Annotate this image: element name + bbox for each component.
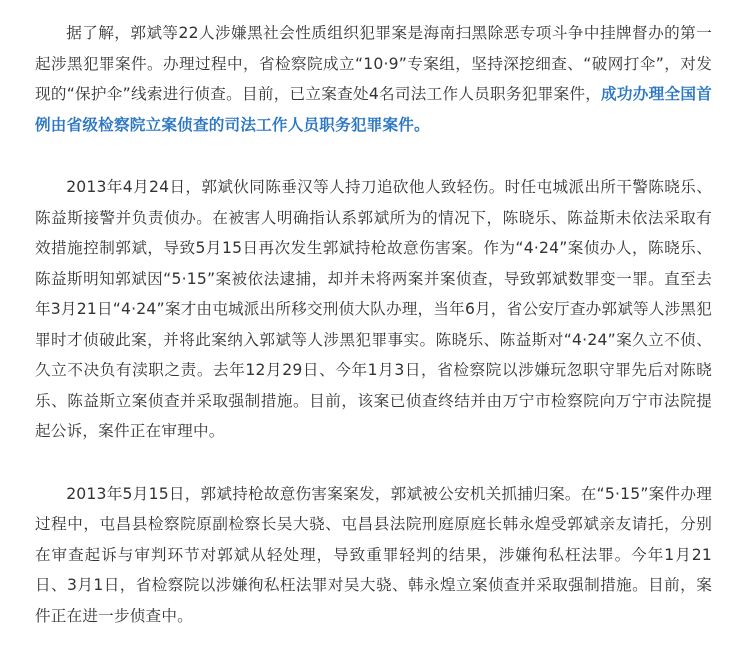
- highlighted-statement: 成功办理全国首例由省级检察院立案侦查的司法工作人员职务犯罪案件。: [35, 85, 712, 134]
- paragraph-1: [35, 18, 712, 140]
- paragraph-2-text: 2013年4月24日，郭斌伙同陈垂汉等人持刀追砍他人致轻伤。时任屯城派出所干警陈晓乐、陈益斯接警并负责侦办。在被害人明确指认系郭斌所为的情况下，陈晓乐、陈益斯未依法采取有效措施控制郭斌，导致5月15日再次发生郭斌持枪故意伤害案。作为“4·24”案侦办人，陈晓乐、陈益斯明知郭斌因“5·15”案被依法逮捕，却并未将两案并案侦查，导致郭斌数罪变一罪。直至去年3月21日“4·24”案才由屯城派出所移交刑侦大队办理，当年6月，省公安厅查办郭斌等人涉黑犯罪时才侦破此案，并将此案纳入郭斌等人涉黑犯罪事实。陈晓乐、陈益斯对“4·24”案久立不侦、久立不决负有渎职之责。去年12月29日、今年1月3日，省检察院以涉嫌玩忽职守罪先后对陈晓乐、陈益斯立案侦查并采取强制措施。目前，该案已侦查终结并由万宁市检察院向万宁市法院提起公诉，案件正在审理中。: [35, 178, 712, 440]
- paragraph-2: [35, 172, 712, 447]
- paragraph-3-text: 2013年5月15日，郭斌持枪故意伤害案案发，郭斌被公安机关抓捕归案。在“5·15”案件办理过程中，屯昌县检察院原副检察长吴大骁、屯昌县法院刑庭原庭长韩永煌受郭斌亲友请托，分别在审查起诉与审判环节对郭斌从轻处理，导致重罪轻判的结果，涉嫌徇私枉法罪。今年1月21日、3月1日，省检察院以涉嫌徇私枉法罪对吴大骁、韩永煌立案侦查并采取强制措施。目前，案件正在进一步侦查中。: [35, 484, 712, 625]
- paragraph-1-text: 据了解，郭斌等22人涉嫌黑社会性质组织犯罪案是海南扫黑除恶专项斗争中挂牌督办的第一起涉黑犯罪案件。办理过程中，省检察院成立“10·9”专案组，坚持深挖细查、“破网打伞”，对发现的“保护伞”线索进行侦查。目前，已立案查处4名司法工作人员职务犯罪案件，: [35, 24, 712, 103]
- paragraph-3: [35, 479, 712, 632]
